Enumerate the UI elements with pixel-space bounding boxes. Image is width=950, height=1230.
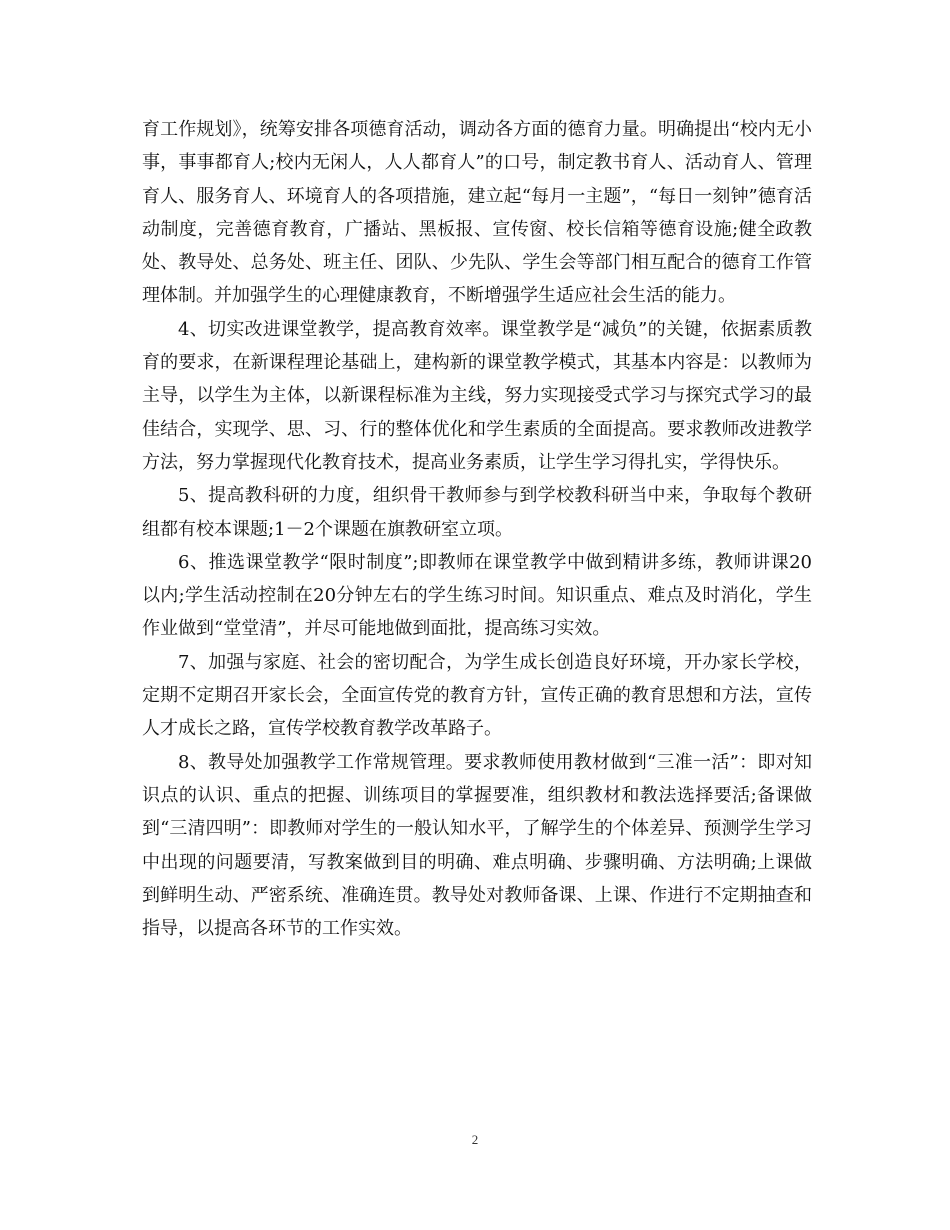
document-body [142,113,812,945]
paragraph-item-4: 4、切实改进课堂教学，提高教育效率。课堂教学是“减负”的关键，依据素质教育的要求，在新课程理论基础上，建构新的课堂教学模式，其基本内容是：以教师为主导，以学生为主体，以新课程标准为主线，努力实现接受式学习与探究式学习的最佳结合，实现学、思、习、行的整体优化和学生素质的全面提高。要求教师改进教学方法，努力掌握现代化教育技术，提高业务素质，让学生学习得扎实，学得快乐。 [142,318,812,473]
paragraph-item-7: 7、加强与家庭、社会的密切配合，为学生成长创造良好环境，开办家长学校，定期不定期召开家长会，全面宣传党的教育方针，宣传正确的教育思想和方法，宣传人才成长之路，宣传学校教育教学改革路子。 [142,651,812,740]
paragraph-item-8: 8、教导处加强教学工作常规管理。要求教师使用教材做到“三准一活”：即对知识点的认识、重点的把握、训练项目的掌握要准，组织教材和教法选择要活;备课做到“三清四明”：即教师对学生的一般认知水平，了解学生的个体差异、预测学生学习中出现的问题要清，写教案做到目的明确、难点明确、步骤明确、方法明确;上课做到鲜明生动、严密系统、准确连贯。教导处对教师备课、上课、作进行不定期抽查和指导，以提高各环节的工作实效。 [142,751,812,940]
paragraph-continuation: 育工作规划》，统筹安排各项德育活动，调动各方面的德育力量。明确提出“校内无小事，事事都育人;校内无闲人，人人都育人”的口号，制定教书育人、活动育人、管理育人、服务育人、环境育人的各项措施，建立起“每月一主题”，“每日一刻钟”德育活动制度，完善德育教育，广播站、黑板报、宣传窗、校长信箱等德育设施;健全政教处、教导处、总务处、班主任、团队、少先队、学生会等部门相互配合的德育工作管理体制。并加强学生的心理健康教育，不断增强学生适应社会生活的能力。 [142,119,812,307]
paragraph-item-5: 5、提高教科研的力度，组织骨干教师参与到学校教科研当中来，争取每个教研组都有校本课题;1－2个课题在旗教研室立项。 [142,485,812,540]
paragraph-item-6: 6、推选课堂教学“限时制度”;即教师在课堂教学中做到精讲多练，教师讲课20以内;学生活动控制在20分钟左右的学生练习时间。知识重点、难点及时消化，学生作业做到“堂堂清”，并尽可能地做到面批，提高练习实效。 [142,551,812,640]
page-number: 2 [471,1132,479,1147]
